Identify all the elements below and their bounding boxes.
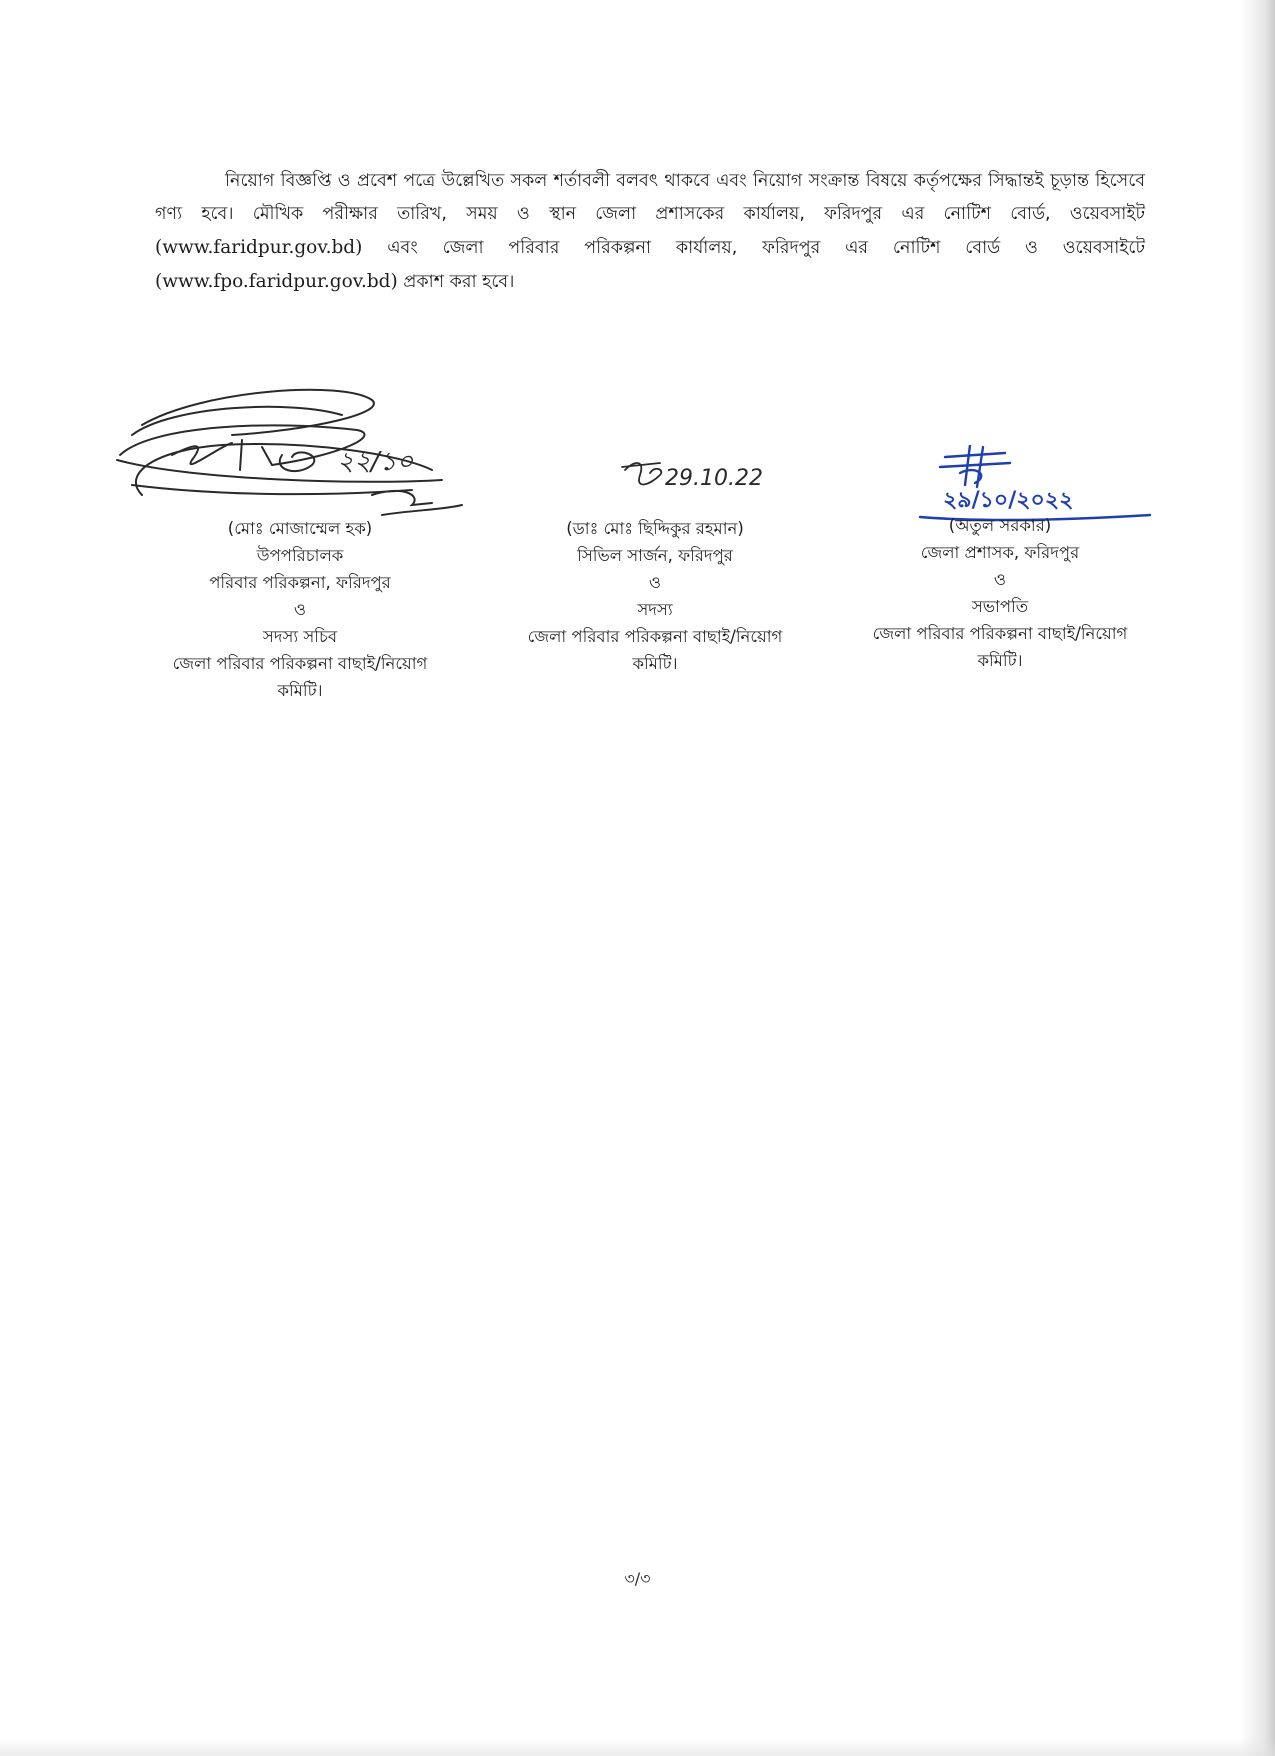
signatory-committee-line2: কমিটি। xyxy=(277,681,323,700)
signatory-committee-line1: জেলা পরিবার পরিকল্পনা বাছাই/নিয়োগ xyxy=(872,624,1128,643)
signature-right-date: ২৯/১০/২০২২ xyxy=(943,488,1074,513)
signatory-designation: সিভিল সার্জন, ফরিদপুর xyxy=(577,546,733,565)
signatory-name: (ডাঃ মোঃ ছিদ্দিকুর রহমান) xyxy=(566,519,744,538)
signatory-designation: জেলা প্রশাসক, ফরিদপুর xyxy=(920,543,1080,562)
fpo-website-url: (www.fpo.faridpur.gov.bd) xyxy=(155,271,398,292)
signatory-right xyxy=(850,512,1150,674)
signatory-committee-line1: জেলা পরিবার পরিকল্পনা বাছাই/নিয়োগ xyxy=(172,654,428,673)
signatory-name: (অতুল সরকার) xyxy=(948,516,1052,535)
signatory-role: সদস্য xyxy=(637,600,673,619)
signature-middle-date: 29.10.22 xyxy=(665,466,763,491)
signature-middle-image xyxy=(620,445,830,505)
signatory-and: ও xyxy=(293,600,307,619)
signature-left-image xyxy=(112,385,532,530)
scan-edge-shadow xyxy=(1241,0,1275,1756)
paragraph-text-2: এবং জেলা পরিবার পরিকল্পনা কার্যালয়, ফরিদপুর এর নোটিশ বোর্ড ও ওয়েবসাইটে xyxy=(387,238,1145,258)
signatory-and: ও xyxy=(993,570,1007,589)
signatory-and: ও xyxy=(648,573,662,592)
body-paragraph xyxy=(155,165,1145,299)
paragraph-text-1: নিয়োগ বিজ্ঞপ্তি ও প্রবেশ পত্রে উল্লেখিত সকল শর্তাবলী বলবৎ থাকবে এবং নিয়োগ সংক্রান্ত বিষয়ে কর্তৃপক্ষের সিদ্ধান্তই চূড়ান্ত হিসেবে গণ্য হবে। মৌখিক পরীক্ষার তারিখ, সময় ও স্থান জেলা প্রশাসকের কার্যালয়, ফরিদপুর এর নোটিশ বোর্ড, ওয়েবসাইট xyxy=(155,171,1145,224)
signatory-name: (মোঃ মোজাম্মেল হক) xyxy=(227,519,373,538)
page-number: ৩/৩ xyxy=(624,1569,651,1588)
signatory-committee-line2: কমিটি। xyxy=(977,651,1023,670)
signatory-middle xyxy=(495,515,815,677)
scan-bottom-shadow xyxy=(0,1738,1275,1756)
signatory-committee-line1: জেলা পরিবার পরিকল্পনা বাছাই/নিয়োগ xyxy=(527,627,783,646)
signature-left-date: ২২/১০ xyxy=(337,447,414,477)
faridpur-website-url: (www.faridpur.gov.bd) xyxy=(155,237,363,258)
signatory-role: সদস্য সচিব xyxy=(262,627,338,646)
signatory-left xyxy=(140,515,460,704)
signatory-role: সভাপতি xyxy=(971,597,1029,616)
paragraph-text-3: প্রকাশ করা হবে। xyxy=(403,272,515,292)
signatory-committee-line2: কমিটি। xyxy=(632,654,678,673)
signatory-office: পরিবার পরিকল্পনা, ফরিদপুর xyxy=(209,573,391,592)
signatory-designation: উপপরিচালক xyxy=(256,546,344,565)
